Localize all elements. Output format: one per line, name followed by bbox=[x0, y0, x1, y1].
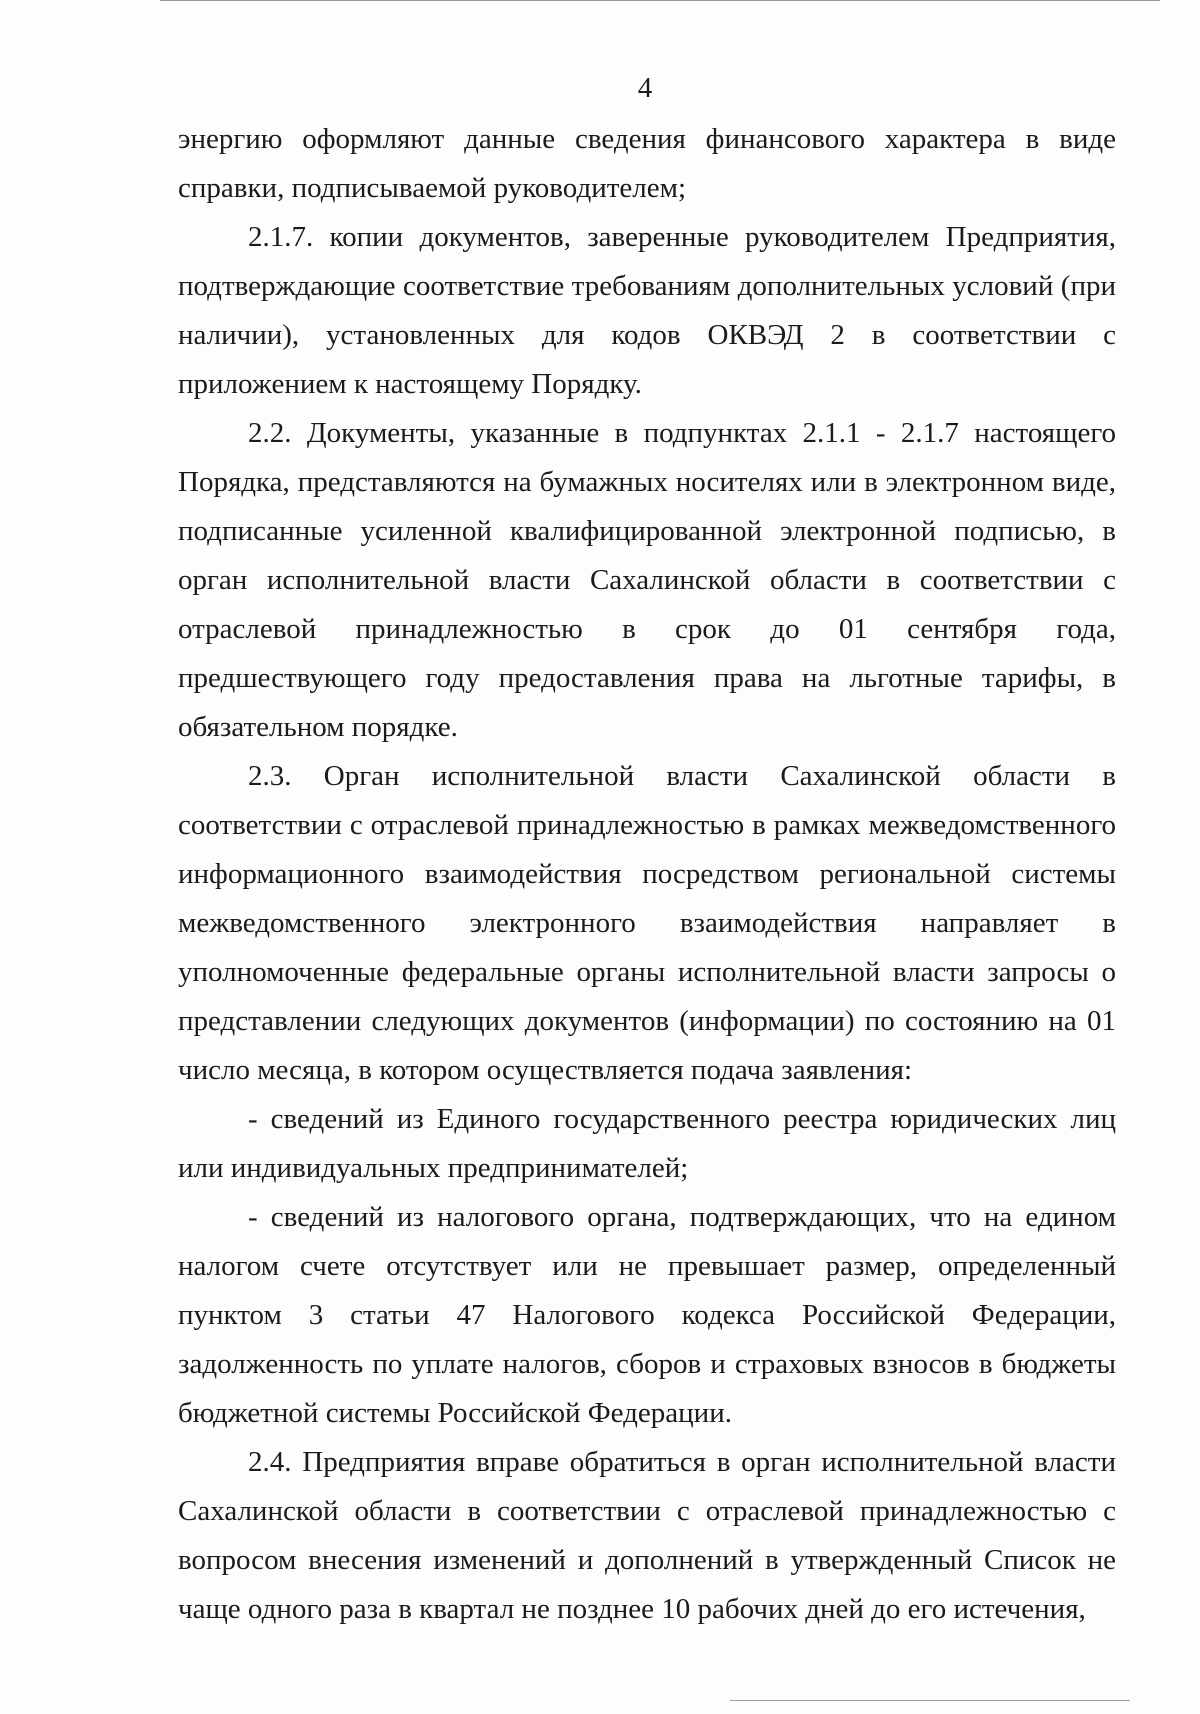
top-border-line bbox=[160, 0, 1160, 1]
page-number: 4 bbox=[637, 72, 653, 104]
list-item-tax-authority: - сведений из налогового органа, подтверждающих, что на едином налогом счете отсутствует или не превышает размер, определенный пунктом 3 статьи 47 Налогового кодекса Российской Федерации, задолженность по уплате налогов, сборов и страховых взносов в бюджеты бюджетной системы Российской Федерации. bbox=[178, 1201, 1116, 1429]
document-body bbox=[178, 115, 1116, 1634]
paragraph-2-1-7: 2.1.7. копии документов, заверенные руководителем Предприятия, подтверждающие соответствие требованиям дополнительных условий (при наличии), установленных для кодов ОКВЭД 2 в соответствии с приложением к настоящему Порядку. bbox=[178, 221, 1116, 400]
paragraph-continuation: энергию оформляют данные сведения финансового характера в виде справки, подписываемой руководителем; bbox=[178, 123, 1116, 204]
paragraph-2-2: 2.2. Документы, указанные в подпунктах 2.1.1 - 2.1.7 настоящего Порядка, представляются на бумажных носителях или в электронном виде, подписанные усиленной квалифицированной электронной подписью, в орган исполнительной власти Сахалинской области в соответствии с отраслевой принадлежностью в срок до 01 сентября года, предшествующего году предоставления права на льготные тарифы, в обязательном порядке. bbox=[178, 417, 1116, 743]
paragraph-2-3: 2.3. Орган исполнительной власти Сахалинской области в соответствии с отраслевой принадлежностью в рамках межведомственного информационного взаимодействия посредством региональной системы межведомственного электронного взаимодействия направляет в уполномоченные федеральные органы исполнительной власти запросы о представлении следующих документов (информации) по состоянию на 01 число месяца, в котором осуществляется подача заявления: bbox=[178, 760, 1116, 1086]
bottom-border-line bbox=[730, 1700, 1130, 1701]
paragraph-2-4: 2.4. Предприятия вправе обратиться в орган исполнительной власти Сахалинской области в соответствии с отраслевой принадлежностью с вопросом внесения изменений и дополнений в утвержденный Список не чаще одного раза в квартал не позднее 10 рабочих дней до его истечения, bbox=[178, 1446, 1116, 1625]
list-item-egrul: - сведений из Единого государственного реестра юридических лиц или индивидуальных предпринимателей; bbox=[178, 1103, 1116, 1184]
